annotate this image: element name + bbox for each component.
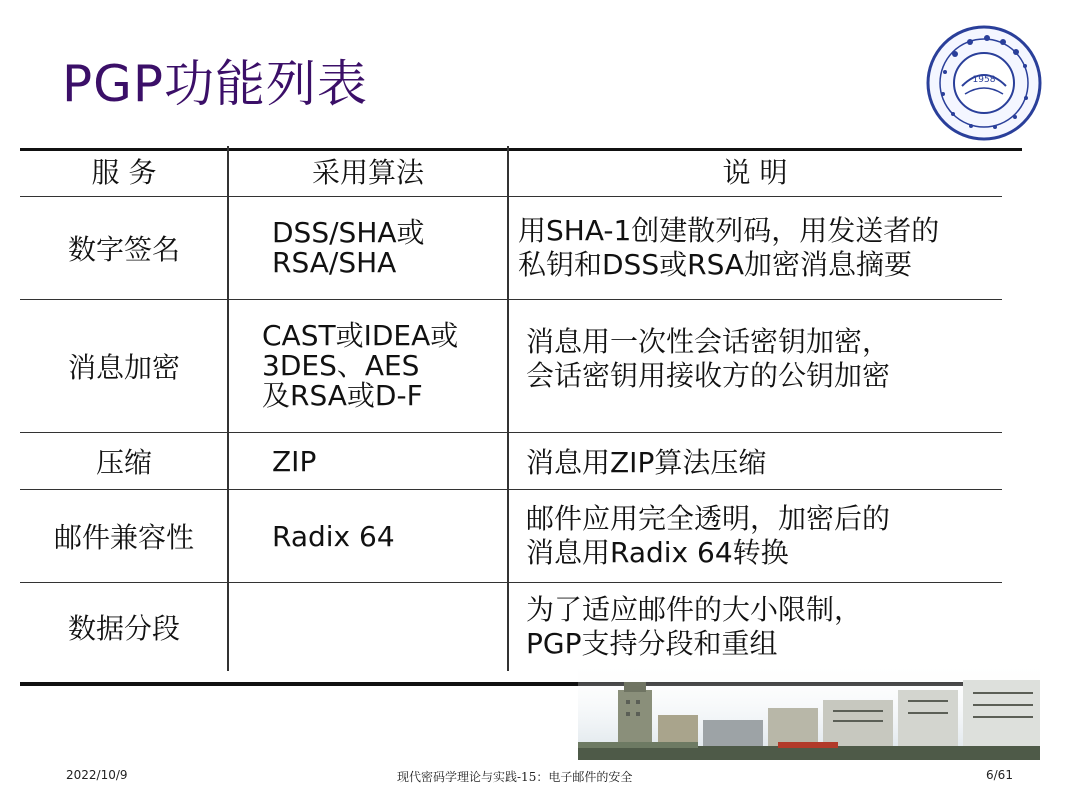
header-algorithm: 采用算法 — [311, 156, 424, 189]
description-line: 为了适应邮件的大小限制， — [526, 593, 863, 626]
table-row — [20, 197, 1002, 300]
cell-description — [508, 197, 1002, 299]
footer-date: 2022/10/9 — [66, 768, 128, 782]
algorithm-line: RSA/SHA — [272, 246, 397, 279]
campus-photo-icon — [578, 660, 1040, 760]
description-line: 会话密钥用接收方的公钥加密 — [526, 359, 891, 392]
footer-course-title: 现代密码学理论与实践-15：电子邮件的安全 — [397, 770, 633, 784]
algorithm-line: DSS/SHA或 — [272, 216, 425, 249]
column-divider — [227, 146, 229, 671]
table-row — [20, 433, 1002, 490]
cell-algorithm: Radix 64 — [272, 519, 395, 553]
cell-service: 数据分段 — [67, 612, 180, 645]
description-line: 私钥和DSS或RSA加密消息摘要 — [518, 248, 913, 281]
cell-service: 邮件兼容性 — [53, 521, 194, 554]
footer-page-number: 6/61 — [986, 768, 1013, 782]
algorithm-line: 及RSA或D-F — [262, 379, 423, 412]
cell-service: 消息加密 — [67, 351, 180, 384]
table-row — [20, 583, 1002, 671]
description-line: 邮件应用完全透明，加密后的 — [526, 502, 891, 535]
cell-algorithm — [228, 583, 508, 671]
description-line: 消息用一次性会话密钥加密， — [526, 325, 891, 358]
algorithm-line: 3DES、AES — [262, 349, 420, 382]
slide-title: PGP功能列表 — [62, 55, 369, 113]
cell-description — [508, 300, 1002, 432]
description-line: 用SHA-1创建散列码，用发送者的 — [518, 214, 940, 247]
header-description: 说 明 — [722, 156, 788, 189]
cell-description: 消息用ZIP算法压缩 — [526, 446, 767, 479]
cell-description — [508, 490, 1002, 582]
cell-service: 压缩 — [95, 446, 152, 479]
cell-algorithm — [228, 197, 508, 299]
seal-year: 1958 — [972, 75, 996, 85]
cell-description — [508, 583, 1002, 671]
header-service: 服 务 — [91, 156, 157, 189]
column-divider — [507, 146, 509, 671]
cell-algorithm: ZIP — [272, 444, 317, 478]
algorithm-line: CAST或IDEA或 — [262, 319, 459, 352]
table-row — [20, 300, 1002, 433]
description-line: 消息用Radix 64转换 — [526, 536, 789, 569]
description-line: PGP支持分段和重组 — [526, 627, 778, 660]
cell-service: 数字签名 — [67, 233, 180, 266]
university-seal-icon — [925, 24, 1043, 142]
table-header-row — [20, 146, 1002, 197]
cell-algorithm — [228, 300, 508, 432]
table-row — [20, 490, 1002, 583]
